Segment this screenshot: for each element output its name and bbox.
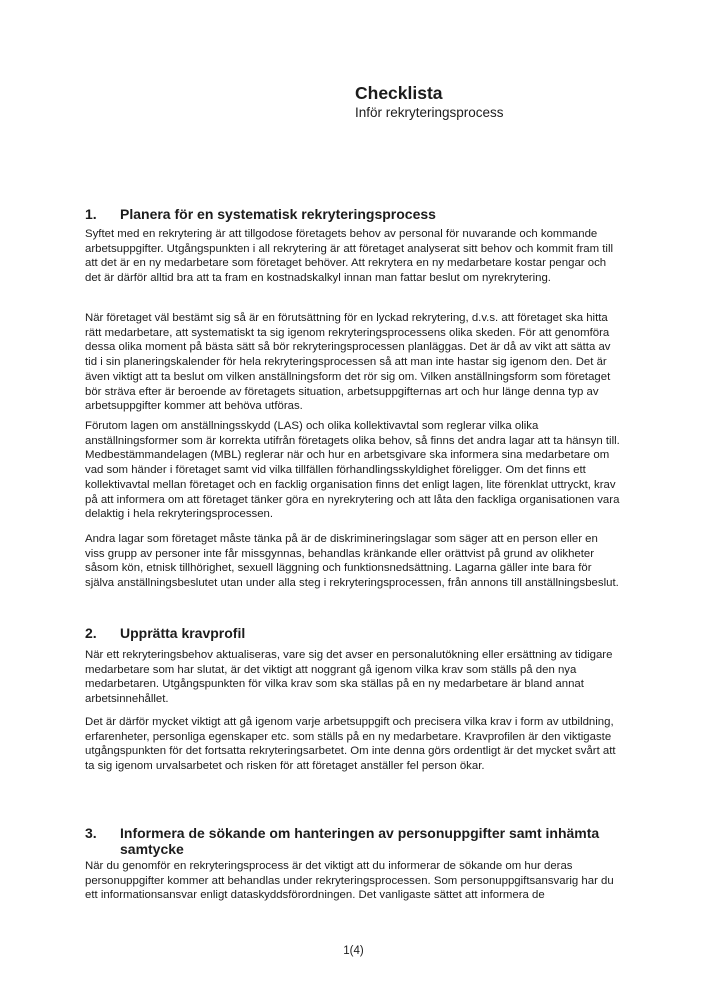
section-2-heading <box>85 625 620 641</box>
section-3-title: Informera de sökande om hanteringen av personuppgifter samt inhämta samtycke <box>120 825 600 857</box>
section-2-paragraph-1: När ett rekryteringsbehov aktualiseras, vare sig det avser en personalutökning eller ersättning av tidigare medarbetare som har slutat, är det viktigt att noggrant gå igenom vilka krav som ställs på den nya medarbetaren. Utgångspunkten för vilka krav som ska ställas på en ny medarbetare är bland annat arbetsinnehållet. <box>85 649 613 706</box>
section-3-paragraph-1: När du genomför en rekryteringsprocess är det viktigt att du informerar de sökande om hur deras personuppgifter kommer att behandlas under rekryteringsprocessen. Som personuppgiftsansvarig har du ett informationsansvar enligt dataskyddsförordningen. Det vanligaste sättet att informera de <box>85 860 614 902</box>
section-2-title: Upprätta kravprofil <box>120 625 246 641</box>
document-title: Checklista <box>355 83 443 103</box>
section-1-title: Planera för en systematisk rekryteringsprocess <box>120 206 436 222</box>
section-2-number: 2. <box>85 625 97 641</box>
section-1-paragraph-2: När företaget väl bestämt sig så är en förutsättning för en lyckad rekrytering, d.v.s. att företaget ska hitta rätt medarbetare, att systematiskt ta sig igenom rekryteringsprocessens olika skeden. För att genomföra dessa olika moment på bästa sätt så bör rekryteringsprocessen planläggas. Det är då av vikt att sätta av tid i sin planeringskalender för hela rekryteringsprocessen så att man inte hastar sig igenom den. Det är även viktigt att ta beslut om vilken anställningsform det rör sig om. Vilken anställningsform som företaget bör sträva efter är beroende av företagets situation, arbetsuppgifternas art och hur länge denna typ av arbetsuppgifter kommer att behöva utföras. <box>85 312 611 413</box>
section-3-number: 3. <box>85 825 97 841</box>
document-subtitle: Inför rekryteringsprocess <box>355 105 504 120</box>
section-1-number: 1. <box>85 206 97 222</box>
section-1-heading <box>85 206 620 222</box>
section-1-paragraph-1: Syftet med en rekrytering är att tillgodose företagets behov av personal för nuvarande och kommande arbetsuppgifter. Utgångspunkten i all rekrytering är att företaget analyserat sitt behov och kommit fram till att det är en ny medarbetare som företaget behöver. Att rekrytera en ny medarbetare kostar pengar och det är därför alltid bra att ta fram en kostnadskalkyl innan man fattar beslut om nyrekrytering. <box>85 228 614 285</box>
section-1-paragraph-3: Förutom lagen om anställningsskydd (LAS) och olika kollektivavtal som reglerar vilka olika anställningsformer som är korrekta utifrån företagets olika behov, så finns det andra lagar att ta hänsyn till. Medbestämmandelagen (MBL) reglerar när och hur en arbetsgivare ska informera sina medarbetare om vad som händer i företaget samt vid vilka tillfällen förhandlingsskyldighet föreligger. Om det finns ett kollektivavtal mellan företaget och en facklig organisation finns det enligt lagen, lite förenklat uttryckt, krav på att informera om att företaget tänker göra en nyrekrytering och att låta den fackliga organisationen vara delaktig i hela rekryteringsprocessen. <box>85 420 620 521</box>
document-header <box>355 83 504 121</box>
page-footer <box>0 944 707 958</box>
section-3-heading <box>85 825 620 857</box>
section-2-paragraph-2: Det är därför mycket viktigt att gå igenom varje arbetsuppgift och precisera vilka krav i form av utbildning, erfarenheter, personliga egenskaper etc. som ställs på en ny medarbetare. Kravprofilen är den viktigaste utgångspunkten för det fortsatta rekryteringsarbetet. Om inte denna görs ordentligt är det mycket svårt att ta sig igenom urvalsarbetet och risken för att företaget anställer fel person ökar. <box>85 716 616 773</box>
section-1-paragraph-4: Andra lagar som företaget måste tänka på är de diskrimineringslagar som säger att en person eller en viss grupp av personer inte får missgynnas, behandlas kränkande eller orättvist på grund av olikheter såsom kön, etnisk tillhörighet, sexuell läggning och funktionsnedsättning. Lagarna gäller inte bara för själva anställningsbeslutet utan under alla steg i rekryteringsprocessen, från annons till anställningsbeslut. <box>85 533 619 590</box>
page-number: 1(4) <box>343 945 364 957</box>
